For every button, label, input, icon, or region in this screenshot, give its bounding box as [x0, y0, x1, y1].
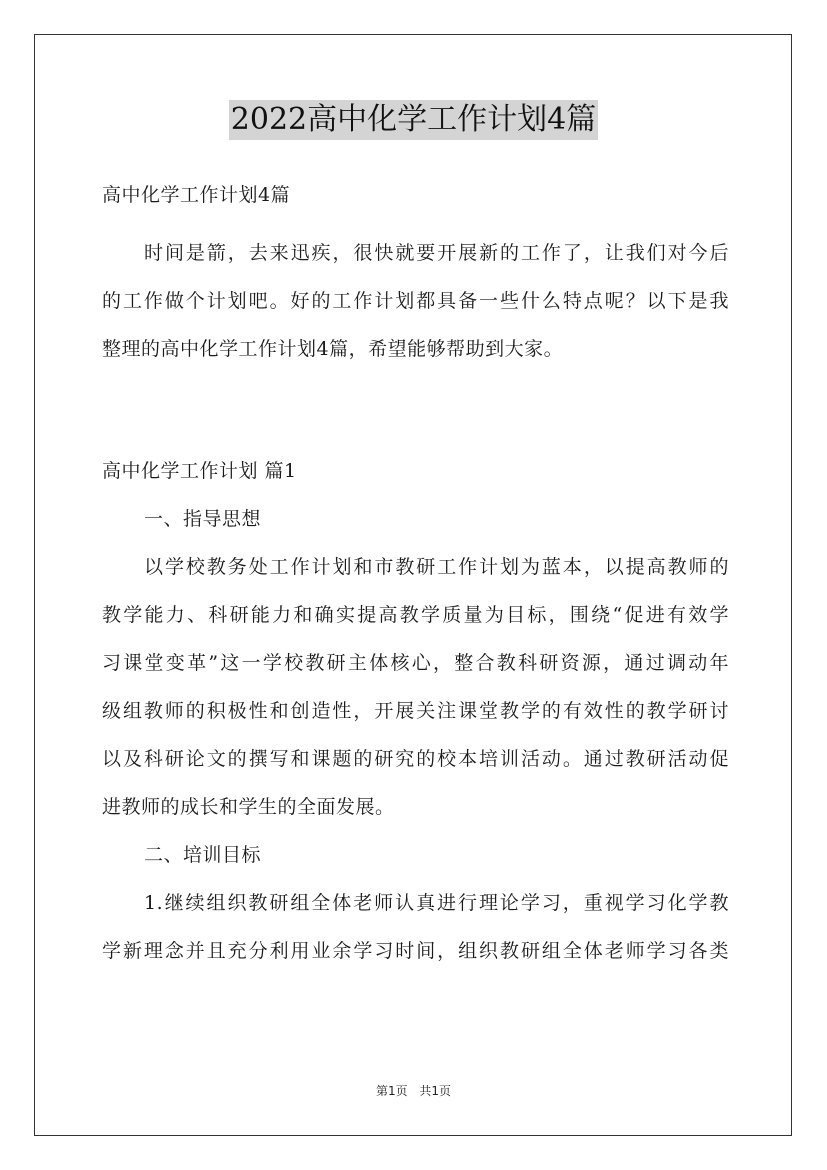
paragraph-line: 1.继续组织教研组全体老师认真进行理论学习，重视学习化学教: [144, 892, 729, 914]
spacer: [102, 373, 729, 447]
intro-line: 整理的高中化学工作计划4篇，希望能够帮助到大家。: [102, 338, 564, 360]
part-heading: 一、指导思想: [144, 508, 262, 530]
paragraph-line: 以学校教务处工作计划和市教研工作计划为蓝本，以提高教师的: [144, 556, 729, 578]
paragraph-line: 学新理念并且充分利用业余学习时间，组织教研组全体老师学习各类: [102, 940, 729, 962]
paragraph-line: 习课堂变革”这一学校教研主体核心，整合教科研资源，通过调动年: [102, 652, 729, 674]
part-heading: 二、培训目标: [144, 844, 262, 866]
title-wrap: [0, 100, 827, 140]
intro-line: 的工作做个计划吧。好的工作计划都具备一些什么特点呢？以下是我: [102, 290, 729, 312]
paragraph-line: 级组教师的积极性和创造性，开展关注课堂教学的有效性的教学研讨: [102, 700, 729, 722]
document-body: [102, 171, 729, 975]
paragraph-line: 教学能力、科研能力和确实提高教学质量为目标，围绕“促进有效学: [102, 604, 729, 626]
section-heading: 高中化学工作计划 篇1: [102, 460, 297, 482]
page-total: 共1页: [419, 1084, 452, 1098]
intro-line: 时间是箭，去来迅疾，很快就要开展新的工作了，让我们对今后: [144, 242, 729, 264]
spacer: [102, 219, 729, 229]
page-footer: [0, 1082, 827, 1099]
document-subtitle: 高中化学工作计划4篇: [102, 184, 291, 206]
paragraph-line: 进教师的成长和学生的全面发展。: [102, 796, 395, 818]
paragraph-line: 以及科研论文的撰写和课题的研究的校本培训活动。通过教研活动促: [102, 748, 729, 770]
document-title: 2022高中化学工作计划4篇: [229, 100, 598, 140]
page-number: 第1页: [375, 1084, 408, 1098]
